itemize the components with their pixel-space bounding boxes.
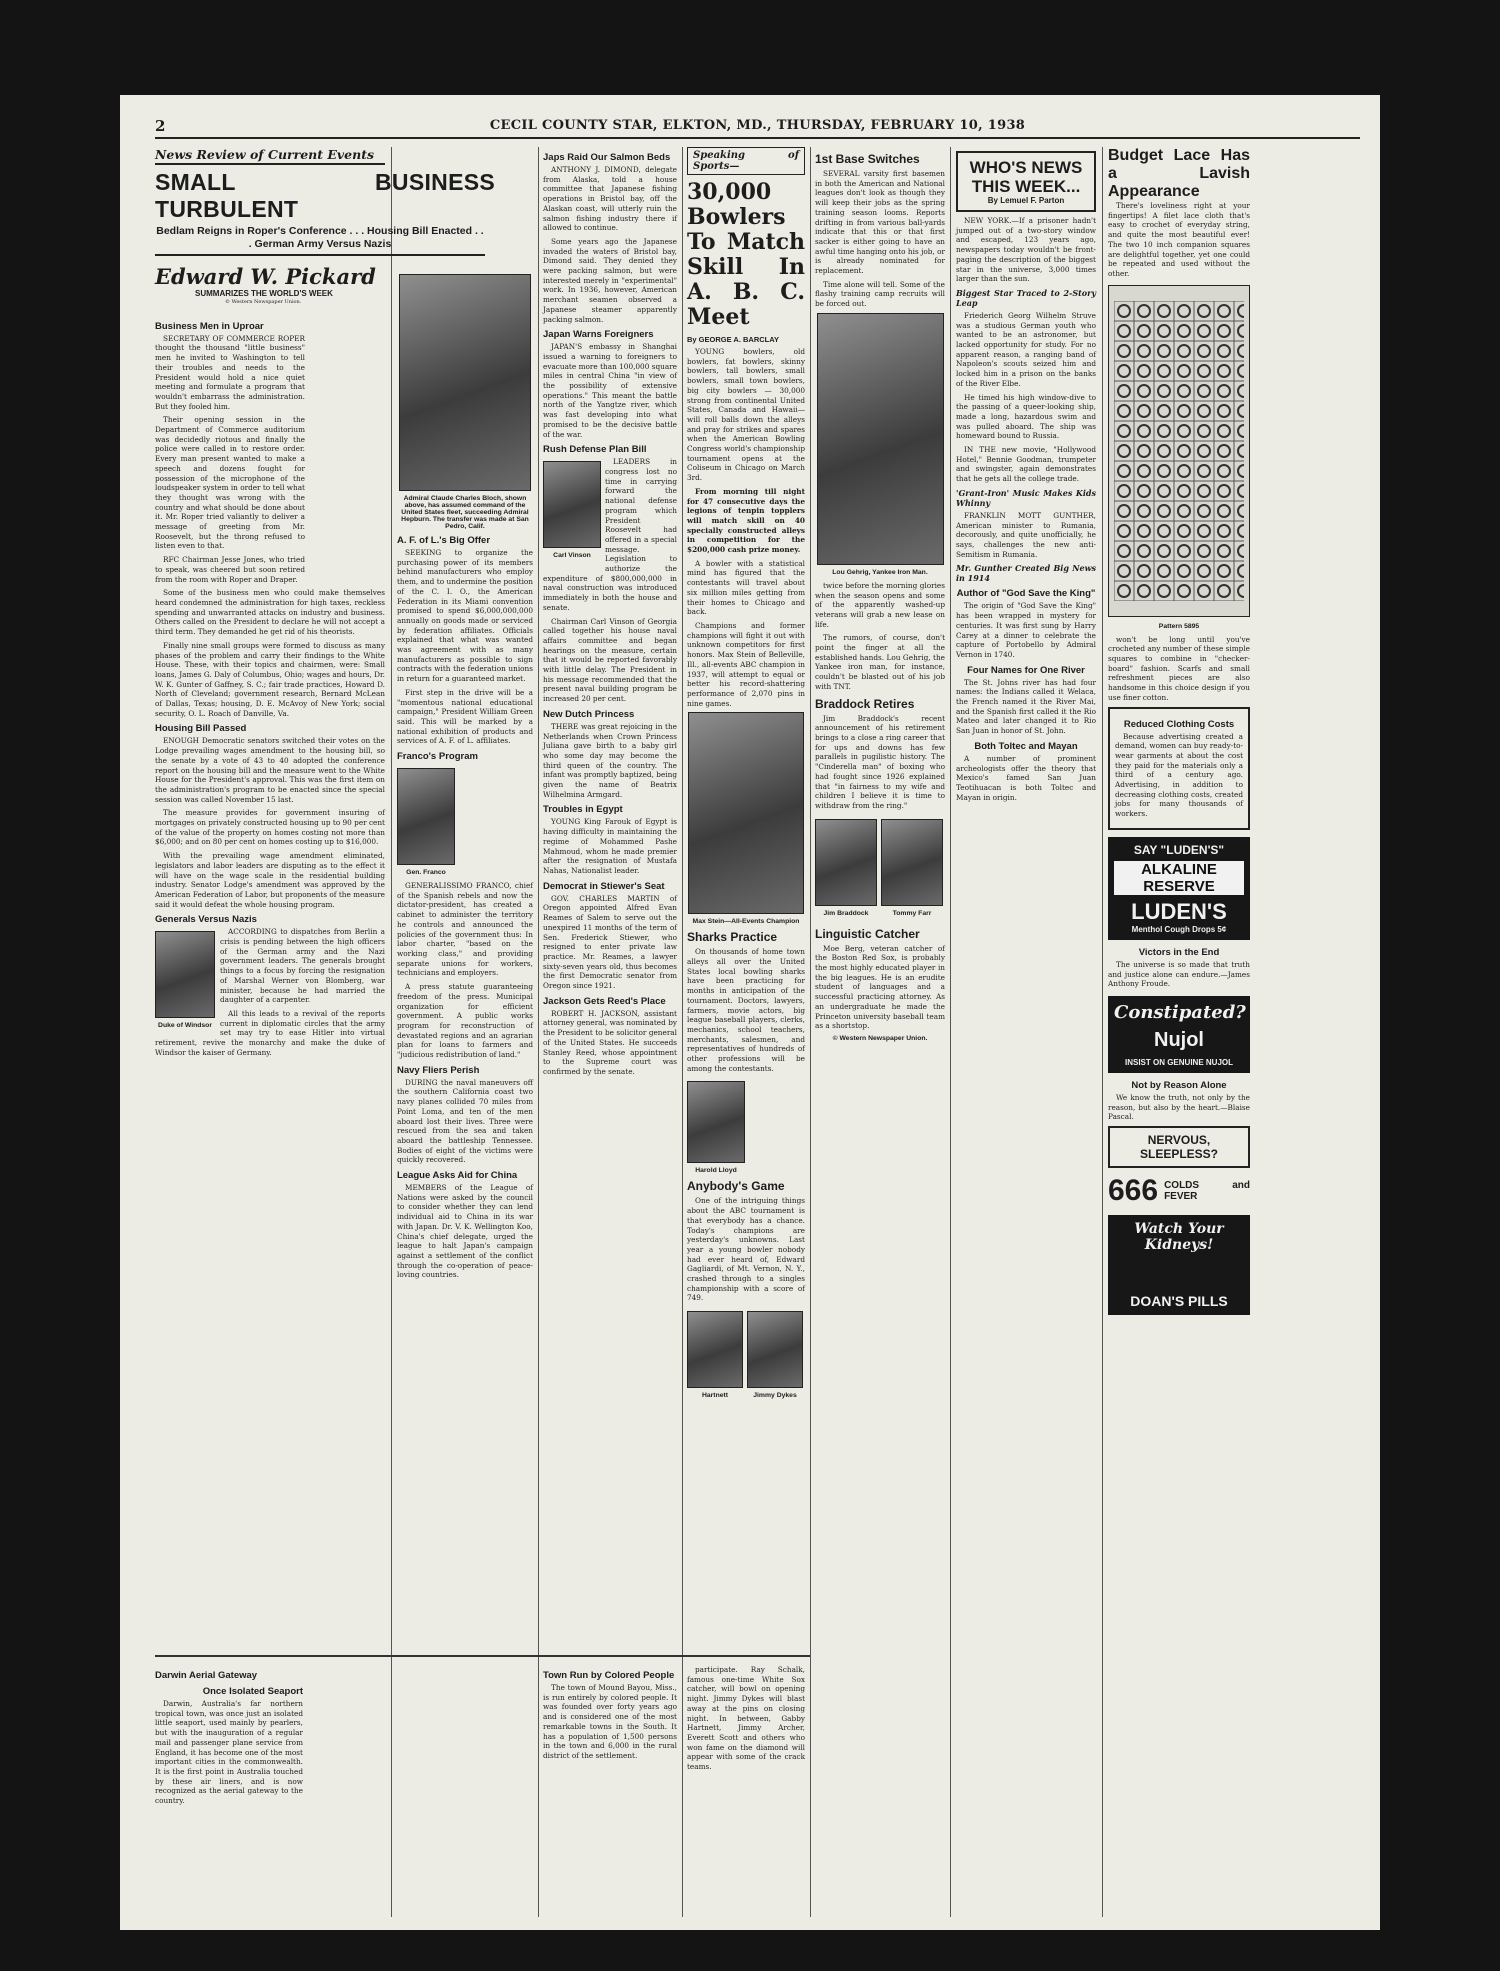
article-paragraph: LEADERS in congress lost no time in carrying forward the national defense program which President Roosevelt had offered in a special message. Legislation to authorize the expenditure of $800,000,000 in naval construction was introduced immediately in both the house and senate. <box>543 457 677 612</box>
farr-photo <box>881 819 943 906</box>
byline-name: Edward W. Pickard <box>155 264 376 289</box>
page-number: 2 <box>155 117 166 135</box>
column-rule <box>1102 147 1103 1917</box>
ad-number: 666 <box>1108 1174 1159 1208</box>
spacer <box>315 307 385 317</box>
features-column <box>1108 147 1250 1917</box>
photo-caption: Jim Braddock <box>823 909 869 917</box>
article-paragraph: ACCORDING to dispatches from Berlin a crisis is pending between the high officers of the German army and the Nazi government leaders. The generals brought things to a focus by forcing the resignation of Marshal Werner von Blomberg, war minister, because he had married the daughter of a carpenter. <box>220 927 385 1005</box>
ad-footer: Menthol Cough Drops 5¢ <box>1131 924 1227 934</box>
section-heading: Once Isolated Seaport <box>202 1686 303 1697</box>
bottom-rule <box>155 1655 810 1657</box>
article-paragraph: ROBERT H. JACKSON, assistant attorney general, was nominated by the President to be solicitor general of the United States. He succeeds Stanley Reed, whose appointment to the Supreme court was confirmed by the senate. <box>543 1008 677 1076</box>
column-rule <box>538 147 539 1917</box>
article-paragraph: IN THE new movie, "Hollywood Hotel," Bennie Goodman, trumpeter and swingster, again demonstrates that he gets all the college trade. <box>956 445 1096 484</box>
article-paragraph: The rumors, of course, don't point the finger at all the established hands. Lou Gehrig, the Yankee iron man, for instance, couldn't be blasted out of his job with TNT. <box>815 633 945 691</box>
ad-headline: SAY "LUDEN'S" <box>1133 842 1225 857</box>
section-heading: Rush Defense Plan Bill <box>543 444 647 456</box>
article-paragraph: He timed his high window-dive to the passing of a queer-looking ship, made a long, hazardous swim and was pulled aboard. The ship was homeward bound to Russia. <box>956 392 1096 441</box>
article-paragraph: A number of prominent archeologists offer the theory that Mexico's famed San Juan Teotihuacan is both Toltec and Mayan in origin. <box>956 753 1096 802</box>
photo-caption: Max Stein—All-Events Champion <box>692 918 800 926</box>
doans-ad <box>1108 1215 1250 1315</box>
section-heading: Anybody's Game <box>687 1179 785 1194</box>
whos-news-column <box>956 147 1096 1917</box>
town-article <box>543 1665 677 1905</box>
whos-news-box <box>956 151 1096 212</box>
article-paragraph: Chairman Carl Vinson of Georgia called together his house naval affairs committee and began hearings on the measure, certain that it would be reported favorably with little delay. The President in his message recommended that the present naval building program be increased 20 per cent. <box>543 616 677 704</box>
section-heading: Reduced Clothing Costs <box>1123 718 1235 730</box>
section-heading: Darwin Aerial Gateway <box>155 1670 258 1681</box>
article-paragraph: The universe is so made that truth and justice alone can endure.—James Anthony Froude. <box>1108 959 1250 989</box>
article-paragraph: Their opening session in the Department of Commerce auditorium was decidedly riotous and finally the police were called in to restore order. Every man present wanted to make a speech and dozens fought for possession of the microphone of the loudspeaker system in order to tell what they thought was wrong with the country and what should be done about it. Mr. Roper tried valiantly to deliver a message of greeting from Mr. Roosevelt, but the throng refused to listen even to that. <box>155 415 305 551</box>
article-paragraph: All this leads to a revival of the reports current in diplomatic circles that the army set may try to ease Hitler into virtual retirement, revive the monarchy and make the duke of Windsor the kaiser of Germany. <box>155 1009 385 1057</box>
article-paragraph: Champions and former champions will fight it out with unknown competitors for first honors. Max Stein of Belleville, Ill., all-events ABC champion in 1937, will attempt to equal or better his record-shattering performance of 2,070 pins in nine games. <box>687 620 805 708</box>
section-heading: Japs Raid Our Salmon Beds <box>543 152 671 163</box>
news-column-3 <box>543 147 677 1647</box>
article-paragraph: Darwin, Australia's far northern tropical town, was once just an isolated little seaport, used mainly by pearlers, but with the inauguration of a regular mail and passenger plane service from England, it has become one of the most important cities in the commonwealth. It is the first point in Australia touched by these air liners, and is now recognized as the aerial gateway to the country. <box>155 1699 303 1806</box>
nujol-ad <box>1108 996 1250 1073</box>
article-paragraph: One of the intriguing things about the ABC tournament is that everybody has a chance. Today's champions are yesterday's unknowns. Last year a young bowler nobody had ever heard of, Edward Gagliardi, of Mt. Vernon, N. Y., crashed through to a singles championship with a score of 749. <box>687 1196 805 1303</box>
article-paragraph: Some years ago the Japanese invaded the waters of Bristol bay, Dimond said. They denied they were packing salmon, but were interested merely in "experimental" work. In 1936, however, American merchant seamen observed a Japanese steamer apparently packing salmon. <box>543 236 677 324</box>
section-heading: A. F. of L.'s Big Offer <box>397 535 491 546</box>
news-review-headline: SMALL BUSINESS TURBULENT <box>155 169 495 222</box>
article-paragraph: GOV. CHARLES MARTIN of Oregon appointed Alfred Evan Reames of Salem to serve out the unexpired 11 months of the term of Sen. Frederick Stiewer, who resigned to enter private law practice. Mr. Reames, a lawyer sixty-seven years old, thus becomes the first Democratic senator from Oregon since 1921. <box>543 893 677 991</box>
masthead <box>155 117 1360 139</box>
article-paragraph: SECRETARY OF COMMERCE ROPER thought the thousand "little business" men he invited to Washington to tell their troubles and needs to the President would hold a nice quiet meeting and formulate a program that wouldn't embarrass the administration. But they fooled him. <box>155 333 305 411</box>
ad-text: COLDS and FEVER <box>1164 1180 1250 1203</box>
article-paragraph: FRANKLIN MOTT GUNTHER, American minister to Rumania, decorously, and quite unofficially, he says, challenges the new anti-Semitism in Rumania. <box>956 510 1096 559</box>
article-paragraph: GENERALISSIMO FRANCO, chief of the Spanish rebels and now the dictator-president, has created a cabinet to administer the territory he controls and announced the policies of the government thus: In labor charter, "based on the working class," and providing separate unions for workers, technicians and employers. <box>397 881 533 978</box>
ad-subhead: ALKALINE RESERVE <box>1114 861 1244 895</box>
article-paragraph: NEW YORK.—If a prisoner hadn't jumped out of a two-story window and escaped, 123 years ago, newspapers today wouldn't be front-paging the description of the biggest star in the universe, 3,000 times larger than the sun. <box>956 216 1096 284</box>
article-paragraph: ENOUGH Democratic senators switched their votes on the Lodge prevailing wages amendment to the housing bill, so the senate by a vote of 43 to 40 adopted the conference report on the housing bill and the measure went to the White House for the President's approval. This was the first item on the administration's program to be enacted since the special session was called November 15 last. <box>155 736 385 804</box>
article-paragraph: YOUNG bowlers, old bowlers, fat bowlers, skinny bowlers, tall bowlers, small bowlers, small town bowlers, big city bowlers — 30,000 strong from continental United States, Canada and Hawaii—will roll balls down the alleys and pray for strikes and spares when the American Bowling Congress world's championship tournament opens at the Coliseum in Chicago on March 3rd. <box>687 347 805 483</box>
sports-kicker: Speaking of Sports— <box>687 147 805 175</box>
article-paragraph: SEEKING to organize the purchasing power of its members behind manufacturers who employ them, and to undermine the position of the C. I. O., the American Federation in its Miami convention promised to spend $6,000,000,000 annually on goods made or serviced by federation affiliates. Officials explained that what was wanted was agreement with as many manufacturers as possible to sign contracts with the federation unions in return for a guaranteed market. <box>397 548 533 684</box>
franco-photo <box>397 768 455 865</box>
sports-column <box>687 147 805 1647</box>
column-rule <box>950 147 951 1917</box>
photo-caption: Tommy Farr <box>892 909 932 917</box>
photo-caption: Carl Vinson <box>553 552 591 560</box>
pattern-label: Pattern 5895 <box>1158 622 1200 630</box>
article-paragraph: A press statute guaranteeing freedom of the press. Municipal organization for efficient government. A public works program for reconstruction of devastated regions and an agrarian plan for loans to farmers and "judicious redistribution of land." <box>397 982 533 1060</box>
article-paragraph: won't be long until you've crocheted any number of these simple squares to combine in "checker-board" fashion. Scarfs and small refreshment pieces are also handsome in this choice design if you use finer cotton. <box>1108 634 1250 702</box>
byline-union: © Western Newspaper Union. <box>225 299 302 305</box>
photo-caption: Admiral Claude Charles Bloch, shown above, has assumed command of the United States fleet, succeeding Admiral Hepburn. The transfer was made at San Pedro, Calif. <box>401 495 529 530</box>
ad-brand: Nujol <box>1154 1028 1204 1051</box>
bloch-photo <box>399 274 531 491</box>
nervous-ad: NERVOUS, SLEEPLESS? <box>1108 1126 1250 1168</box>
newspaper-title: CECIL COUNTY STAR, ELKTON, MD., THURSDAY, FEBRUARY 10, 1938 <box>489 118 1026 133</box>
article-paragraph: YOUNG King Farouk of Egypt is having difficulty in maintaining the regime of Mohammed Pashe Mahmoud, whom he made premier after the resignation of Mustafa Nahas, Nationalist leader. <box>543 817 677 875</box>
666-ad <box>1108 1174 1250 1208</box>
article-paragraph: First step in the drive will be a "momentous national educational campaign," President William Green said. This will be marked by a national exhibition of products and services of A. F. of L. affiliates. <box>397 687 533 746</box>
braddock-photo <box>815 819 877 906</box>
section-heading: League Asks Aid for China <box>397 1170 518 1182</box>
section-heading: Braddock Retires <box>815 696 915 711</box>
section-heading: Jackson Gets Reed's Place <box>543 995 666 1007</box>
article-paragraph: The St. Johns river has had four names: the Indians called it Welaca, the French named it the River Mai, and the Spanish first called it the Rio Mateo and later changed it to Rio San Juan in honor of St. John. <box>956 677 1096 736</box>
section-heading: Author of "God Save the King" <box>956 588 1096 600</box>
article-paragraph: Time alone will tell. Some of the flashy training camp recruits will be forced out. <box>815 279 945 309</box>
whos-news-byline: By Lemuel F. Parton <box>987 196 1065 205</box>
section-heading: New Dutch Princess <box>543 708 635 720</box>
section-heading: Housing Bill Passed <box>155 723 247 735</box>
article-paragraph: Some of the business men who could make themselves heard condemned the administration for high taxes, reckless spending and unwarranted attacks on industry and business. Others called on the President to declare he will not accept a third term. They demanded he get rid of his theorists. <box>155 588 385 637</box>
ad-headline: Watch Your Kidneys! <box>1134 1221 1224 1254</box>
section-heading: Business Men in Uproar <box>155 320 264 332</box>
photo-caption: Jimmy Dykes <box>753 1392 797 1400</box>
section-heading: 1st Base Switches <box>815 152 920 166</box>
byline-tag: SUMMARIZES THE WORLD'S WEEK <box>195 289 333 298</box>
article-paragraph: A bowler with a statistical mind has figured that the contestants will travel about six million miles getting from their homes to Chicago and back. <box>687 558 805 617</box>
darwin-article <box>155 1665 303 1905</box>
windsor-photo <box>155 931 215 1018</box>
section-heading: Four Names for One River <box>967 664 1085 676</box>
photo-caption: Lou Gehrig, Yankee Iron Man. <box>832 568 928 576</box>
article-paragraph: ANTHONY J. DIMOND, delegate from Alaska, told a house committee that Japanese fishing operations in Bristol bay, off the Alaskan coast, will utterly ruin the salmon fishing industry there if allowed to continue. <box>543 165 677 233</box>
section-heading: Navy Fliers Perish <box>397 1064 480 1076</box>
lace-pattern-icon <box>1114 301 1244 601</box>
article-paragraph: Finally nine small groups were formed to discuss as many phases of the problem and carry their findings to the White House. These, with their topics and chairmen, were: Small loans, James G. Daly of Columbus, Ohio; wages and hours, Dr. W. K. Gunter of Gaffney, S. C.; fair trade practices, Howard D. North of Cleveland; government research, Bernard McLean of Dallas, Texas; housing, D. E. McAvoy of New York; social security, O. L. Roach of Danville, Va. <box>155 640 385 718</box>
column-rule <box>682 147 683 1917</box>
article-paragraph: From morning till night for 47 consecutive days the legions of tenpin topplers will match skill on 40 specially constructed alleys in competition for the $200,000 cash prize money. <box>687 486 805 555</box>
column-rule <box>810 147 811 1917</box>
news-review-kicker: News Review of Current Events <box>155 147 385 165</box>
article-paragraph: MEMBERS of the League of Nations were asked by the council to consider whether they can lend individual aid to China in its war with Japan. Dr. V. K. Wellington Koo, China's chief delegate, urged the league to halt Japan's campaign against a settlement of the conflict through the co-operation of peace-loving countries. <box>397 1183 533 1280</box>
article-paragraph: DURING the naval maneuvers off the southern California coast two navy planes collided 70 miles from Point Loma, and ten of the men aboard lost their lives. Three were rescued from the sea and taken aboard the battleship Tennessee. Bodies of eight of the victims were quickly recovered. <box>397 1077 533 1165</box>
article-paragraph: SEVERAL varsity first basemen in both the American and National leagues don't look as though they will keep their jobs as the spring training season looms. Reports drifting in from various ball-yards indicate that this or that first sacker is either going to have an awful time hanging onto his job, or is already nominated for replacement. <box>815 169 945 276</box>
section-heading: Democrat in Stiewer's Seat <box>543 880 665 892</box>
credit-line: © Western Newspaper Union. <box>832 1034 928 1042</box>
whos-news-title: WHO'S NEWS THIS WEEK... <box>969 158 1083 196</box>
news-review-subhead: Bedlam Reigns in Roper's Conference . . . Housing Bill Enacted . . . German Army Versus Nazis <box>155 225 485 256</box>
article-paragraph: Because advertising created a demand, women can buy ready-to-wear garments at about the cost they paid for the materials only a third of a century ago. Advertising, in addition to decreasing clothing costs, created jobs for many thousands of workers. <box>1115 731 1243 819</box>
ad-brand: DOAN'S PILLS <box>1130 1293 1228 1310</box>
sports-column-2 <box>815 147 945 1917</box>
ludens-ad <box>1108 837 1250 940</box>
side-heading: Biggest Star Traced to 2-Story Leap <box>956 287 1096 308</box>
ad-footer: INSIST ON GENUINE NUJOL <box>1124 1057 1233 1067</box>
newspaper-page <box>120 95 1380 1930</box>
article-paragraph: RFC Chairman Jesse Jones, who tried to speak, was cheered but soon retired from the room with Roper and Draper. <box>155 555 305 584</box>
section-heading: Both Toltec and Mayan <box>974 740 1078 752</box>
section-heading: Generals Versus Nazis <box>155 914 257 926</box>
stein-photo <box>688 712 804 914</box>
photo-caption: Hartnett <box>701 1392 729 1400</box>
article-paragraph: twice before the morning glories when the season opens and some of the apparently washed-up veterans will grab a new lease on life. <box>815 580 945 629</box>
section-heading: Linguistic Catcher <box>815 926 920 941</box>
article-paragraph: There's loveliness right at your fingertips! A filet lace cloth that's easy to crochet of everyday string, and quite the most beautiful ever! The two 10 inch companion squares are delightful together, yet one could be repeated and used without the other. <box>1108 201 1250 278</box>
article-paragraph: The town of Mound Bayou, Miss., is run entirely by colored people. It was founded over forty years ago and is considered one of the most remarkable towns in the South. It has a population of 1,500 persons in the town and 6,000 in the rural district of the settlement. <box>543 1683 677 1760</box>
section-heading: Troubles in Egypt <box>543 804 623 816</box>
article-paragraph: We know the truth, not only by the reason, but also by the heart.—Blaise Pascal. <box>1108 1092 1250 1122</box>
section-heading: Sharks Practice <box>687 930 778 945</box>
section-heading: Japan Warns Foreigners <box>543 329 654 341</box>
hartnett-photo <box>687 1311 743 1388</box>
news-column-2 <box>397 270 533 1917</box>
section-heading: Franco's Program <box>397 751 478 763</box>
side-heading: Mr. Gunther Created Big News in 1914 <box>956 563 1096 584</box>
article-paragraph: The origin of "God Save the King" has been wrapped in mystery for centuries. It was first sung by Harry Carey at a dinner to celebrate the capture of Portobello by Admiral Vernon in 1740. <box>956 601 1096 659</box>
crochet-pattern-image <box>1108 285 1250 617</box>
gehrig-photo <box>817 313 944 565</box>
photo-caption: Harold Lloyd <box>695 1167 737 1175</box>
section-heading: Town Run by Colored People <box>543 1670 675 1681</box>
lloyd-photo <box>687 1081 745 1163</box>
article-paragraph: Moe Berg, veteran catcher of the Boston Red Sox, is probably the most highly educated player in the big leagues. He is an erudite student of languages and a successful practicing attorney. As an undergraduate he made the Princeton university baseball team as a shortstop. <box>815 943 945 1031</box>
ad-brand: LUDEN'S <box>1131 898 1227 924</box>
bowling-continued <box>687 1665 805 1905</box>
article-paragraph: With the prevailing wage amendment eliminated, legislators and labor leaders are disputing as to the effect it will have on the wage scale in the residential building industry. Senator Lodge's amendment was approved by the American Federation of Labor, but proponents of the measure said it would defeat the whole housing program. <box>155 851 385 909</box>
article-paragraph: Friederich Georg Wilhelm Struve was a studious German youth who wanted to be an astronomer, but lacked opportunity for study. For no apparent reason, a ranging band of Napoleon's scouts seized him and locked him in a prison on the banks of the River Elbe. <box>956 310 1096 388</box>
ad-headline: Constipated? <box>1114 1001 1246 1023</box>
photo-caption: Duke of Windsor <box>158 1022 212 1030</box>
dykes-photo <box>747 1311 803 1388</box>
article-paragraph: The measure provides for government insuring of mortgages on privately constructed housing up to 90 per cent of the value of the property on homes costing not more than $6,000; and on 80 per cent on homes costing up to $16,000. <box>155 808 385 847</box>
column-rule <box>391 147 392 1917</box>
article-paragraph: On thousands of home town alleys all over the United States local bowling sharks have been practicing for months in anticipation of the tournament. Doctors, lawyers, farmers, movie actors, big league baseball players, clerks, mechanics, school teachers, merchants, salesmen, and representatives of hundreds of other professions will be among the contestants. <box>687 947 805 1073</box>
sports-byline: By GEORGE A. BARCLAY <box>687 335 779 344</box>
lace-headline: Budget Lace Has a Lavish Appearance <box>1108 147 1250 200</box>
article-paragraph: Jim Braddock's recent announcement of his retirement brings to a close a ring career that for ups and downs has few parallels in pugilistic history. The "Cinderella man" of boxing who had fought since 1926 explained that "in fairness to my wife and children I believe it is time to withdraw from the ring." <box>815 713 945 810</box>
side-heading: 'Grant-Iron' Music Makes Kids Whinny <box>956 487 1096 508</box>
section-heading: Victors in the End <box>1138 946 1220 958</box>
section-heading: Not by Reason Alone <box>1131 1079 1227 1091</box>
article-paragraph: JAPAN'S embassy in Shanghai issued a warning to foreigners to evacuate more than 100,000 square miles in central China "in view of the possibility of extensive operations." This meant the battle north of the Yangtze river, which was fast developing into what promised to be the decisive battle of the war. <box>543 342 677 439</box>
sports-headline: 30,000 Bowlers To Match Skill In A. B. C. Meet <box>687 179 805 330</box>
photo-caption: Gen. Franco <box>406 869 446 877</box>
article-paragraph: THERE was great rejoicing in the Netherlands when Crown Princess Juliana gave birth to a baby girl who some day may become the third queen of the country. The infant was promptly baptized, being given the name of Beatrix Wilhelmina Armgard. <box>543 721 677 799</box>
vinson-photo <box>543 461 601 548</box>
clothing-box <box>1108 707 1250 830</box>
article-paragraph: participate. Ray Schalk, famous one-time White Sox catcher, will bowl on opening night. Jimmy Dykes will blast away at the pins on closing night. In between, Gabby Hartnett, Jimmy Archer, Everett Scott and others who won fame on the diamond will appear with some of the crack teams. <box>687 1665 805 1772</box>
